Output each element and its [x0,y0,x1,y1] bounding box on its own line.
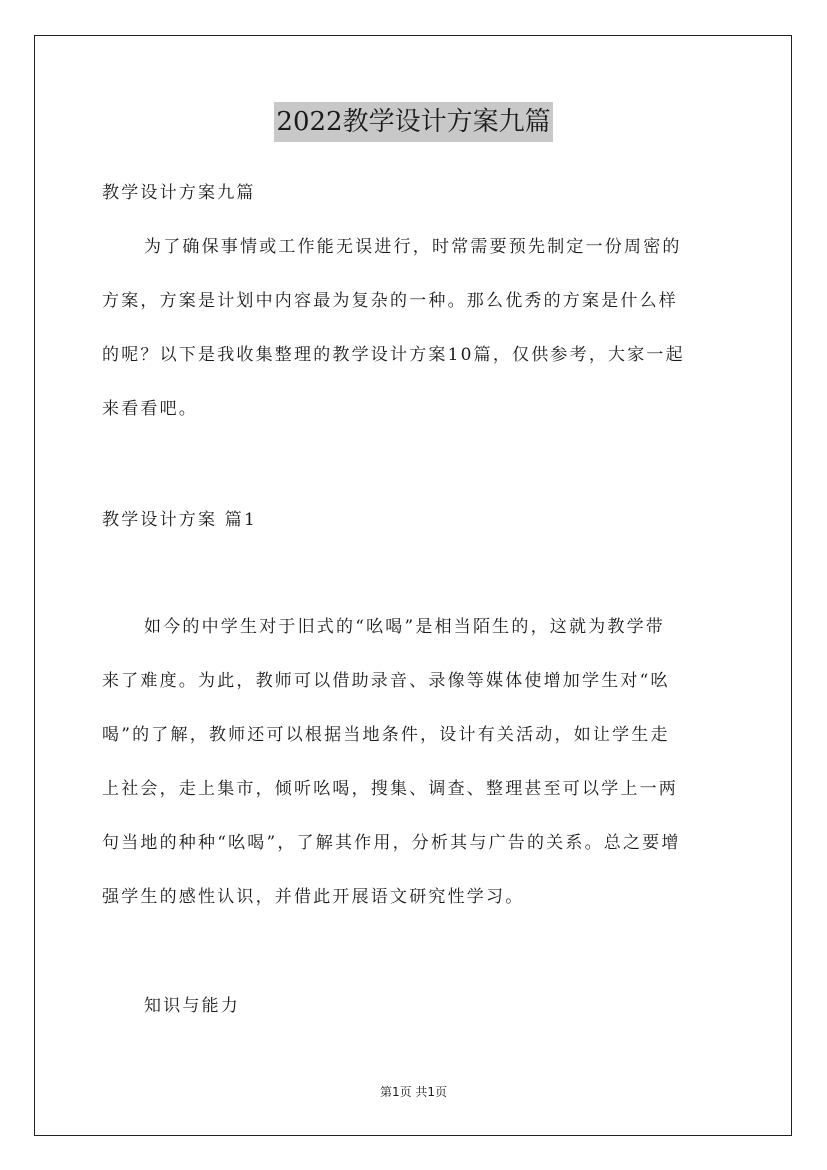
document-title: 2022教学设计方案九篇 [274,102,552,142]
body-line-6: 强学生的感性认识，并借此开展语文研究性学习。 [102,887,525,907]
body-line-1: 如今的中学生对于旧式的“吆喝”是相当陌生的，这就为教学带 [144,617,665,637]
intro-line-1: 为了确保事情或工作能无误进行，时常需要预先制定一份周密的 [144,237,682,257]
section-heading: 教学设计方案 篇1 [102,510,258,530]
intro-line-3: 的呢？以下是我收集整理的教学设计方案10篇，仅供参考，大家一起 [102,345,685,365]
intro-line-4: 来看看吧。 [102,399,198,419]
document-subtitle: 教学设计方案九篇 [102,183,256,203]
intro-line-2: 方案，方案是计划中内容最为复杂的一种。那么优秀的方案是什么样 [102,291,678,311]
body-line-3: 喝”的了解，教师还可以根据当地条件，设计有关活动，如让学生走 [102,725,670,745]
subheading: 知识与能力 [144,996,240,1016]
body-line-4: 上社会，走上集市，倾听吆喝，搜集、调查、整理甚至可以学上一两 [102,779,678,799]
body-line-2: 来了难度。为此，教师可以借助录音、录像等媒体使增加学生对“吆 [102,671,670,691]
title-container [0,102,827,142]
body-line-5: 句当地的种种“吆喝”，了解其作用，分析其与广告的关系。总之要增 [102,833,681,853]
page-footer: 第1页 共1页 [379,1085,448,1099]
